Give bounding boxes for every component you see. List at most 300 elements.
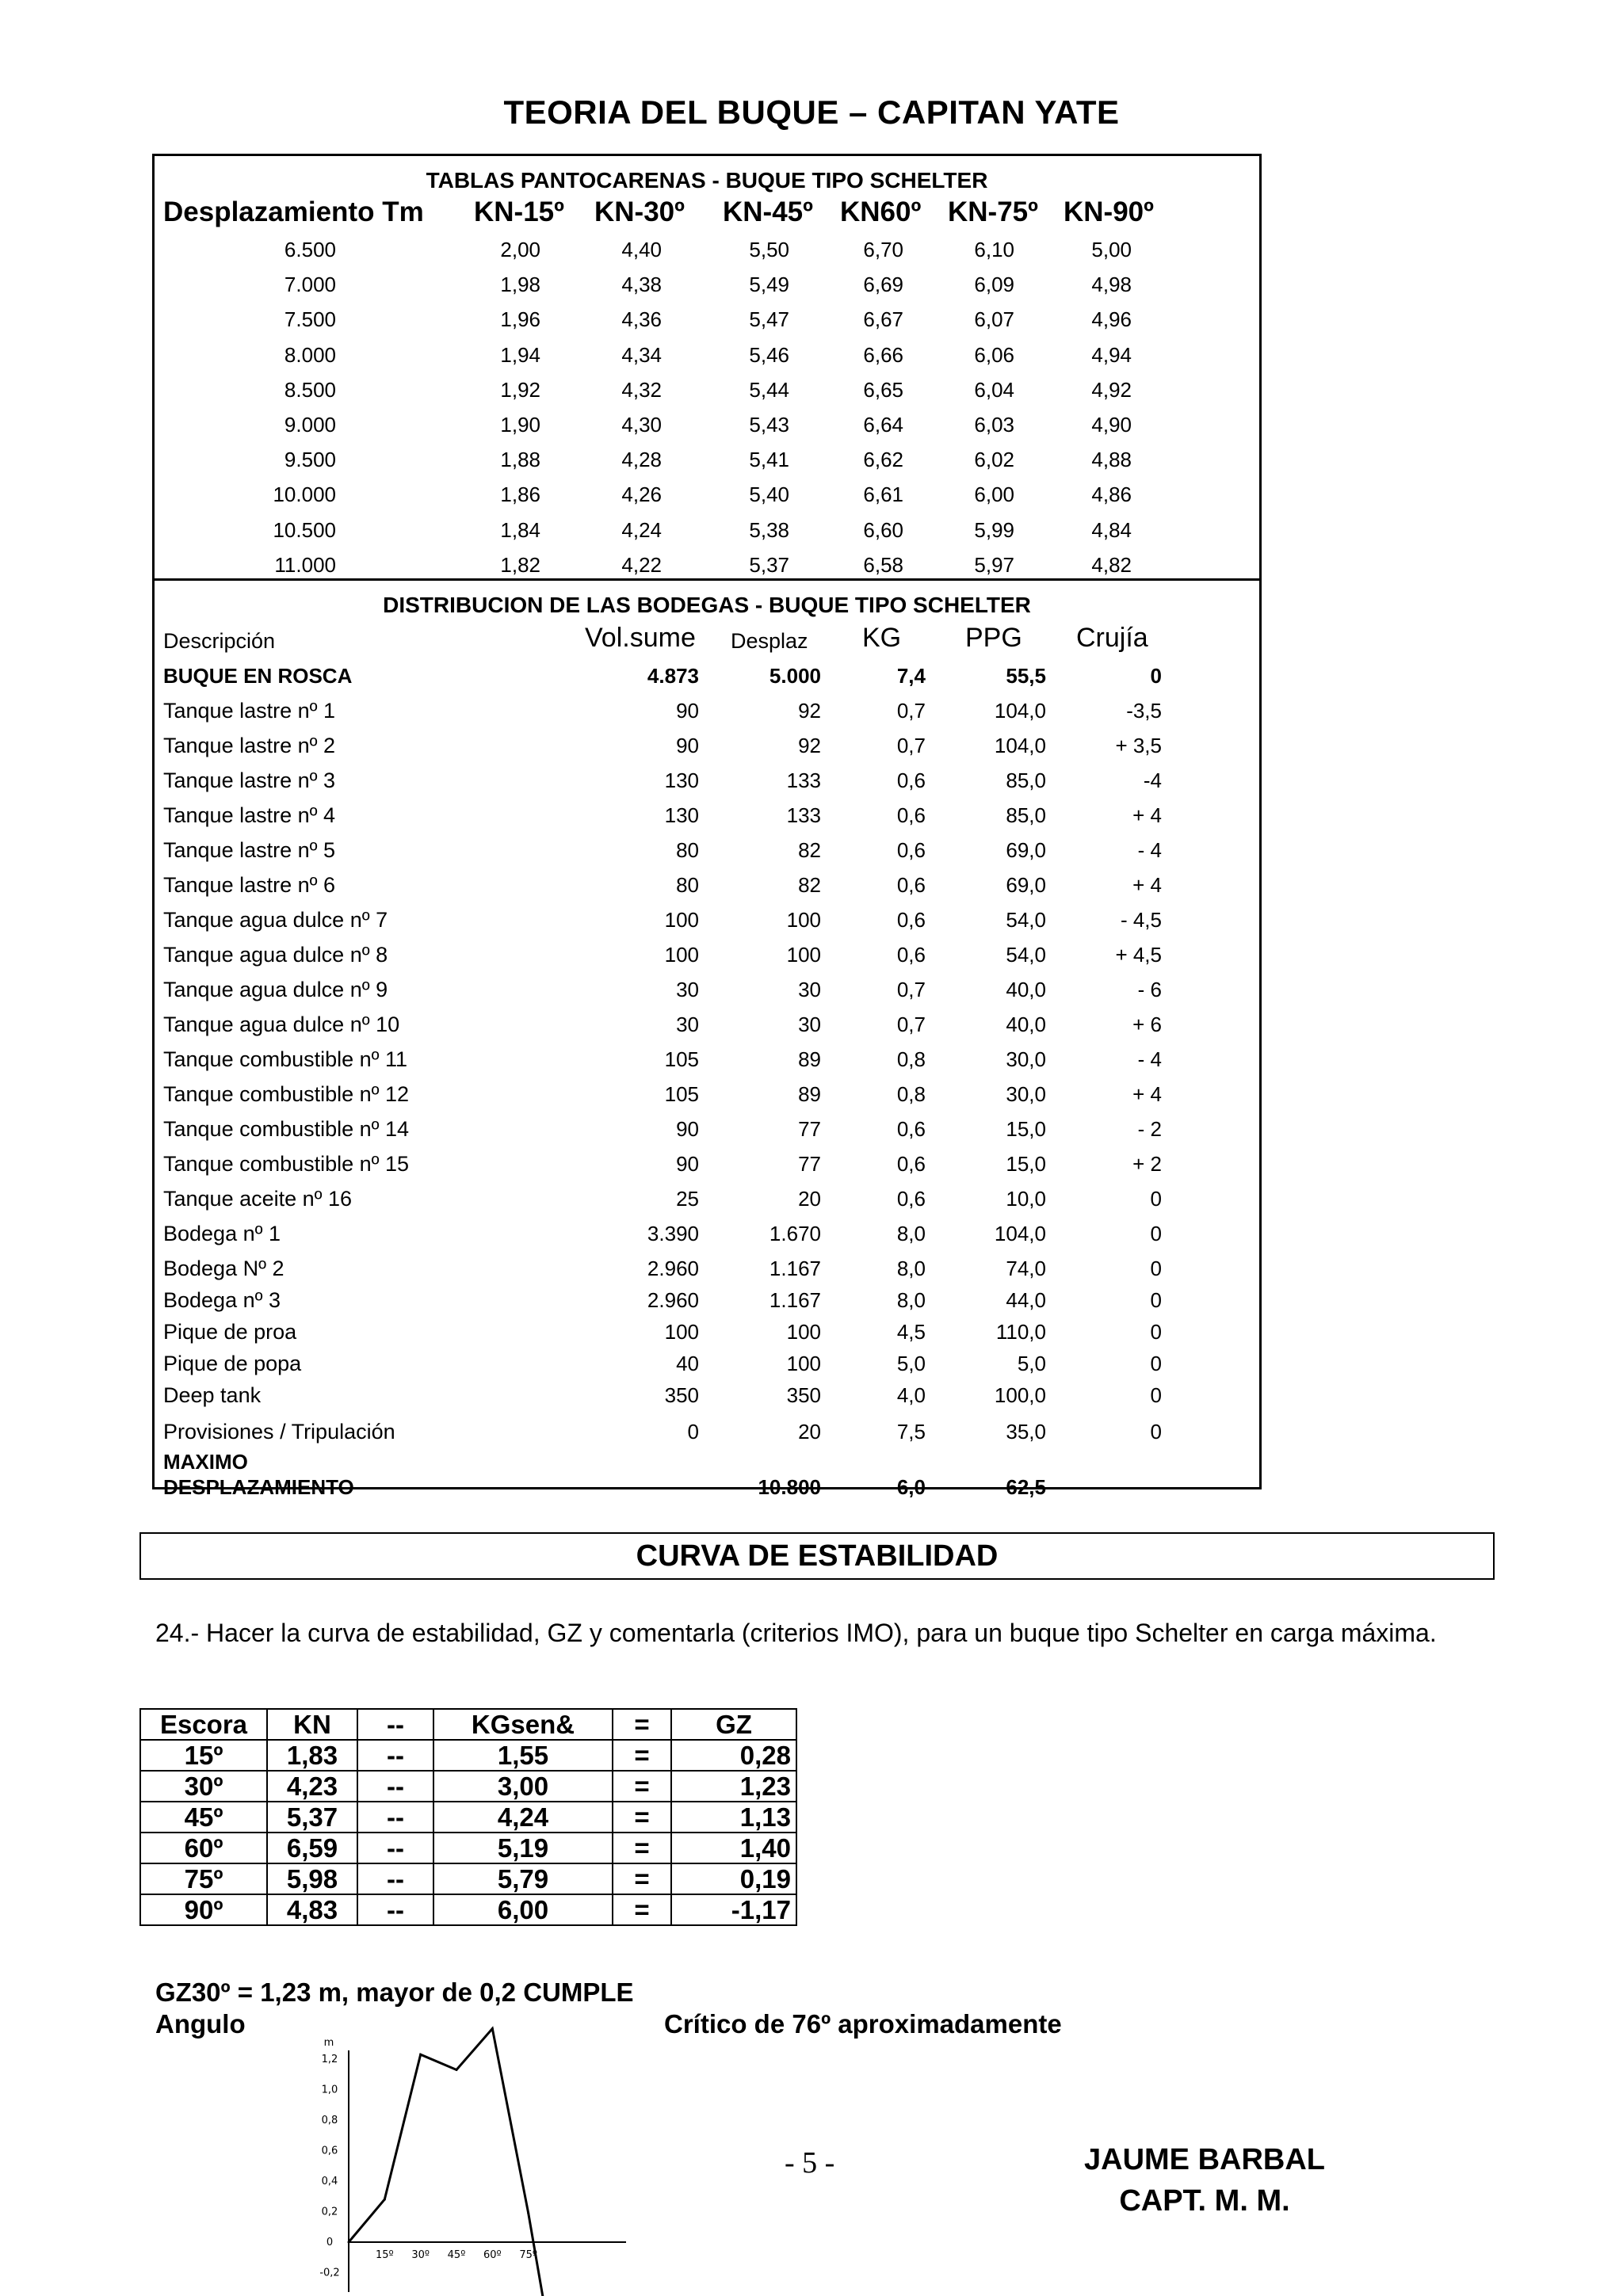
- kn-table-cell: 1,90: [500, 413, 540, 437]
- gz-table-cell: =: [613, 1833, 671, 1863]
- kn-table-cell: 6,07: [974, 307, 1014, 332]
- dist-table-cell: 7,5: [896, 1420, 926, 1444]
- gz-table-cell: 60º: [140, 1833, 267, 1863]
- dist-row-label: Bodega Nº 2: [163, 1257, 285, 1280]
- kn-table-cell: 10.000: [273, 482, 336, 507]
- kn-table-cell: 4,40: [621, 238, 662, 261]
- gz-table-cell: --: [357, 1833, 433, 1863]
- gz-table-cell: 1,13: [671, 1802, 796, 1833]
- dist-table-cell: 0,8: [896, 1082, 926, 1106]
- gz-table-cell: 1,40: [671, 1833, 796, 1863]
- y-tick-label: 0,8: [321, 2115, 338, 2126]
- kn-header-cell: KN-30º: [594, 196, 685, 227]
- gz-table-cell: 4,23: [267, 1771, 357, 1802]
- y-tick-label: 0: [326, 2237, 334, 2248]
- kn-table-cell: 4,38: [621, 273, 662, 297]
- author-title: CAPT. M. M.: [1119, 2184, 1290, 2218]
- dist-table-cell: 7,4: [896, 664, 926, 688]
- dist-table-cell: 15,0: [1006, 1152, 1046, 1176]
- gz-data-point: [384, 2199, 386, 2201]
- y-tick-label: 0,6: [321, 2145, 338, 2157]
- dist-row-label: Tanque lastre nº 6: [163, 873, 336, 897]
- dist-table-cell: 133: [786, 803, 821, 827]
- gz-data-point: [456, 2069, 458, 2071]
- dist-table-cell: 10,0: [1006, 1187, 1046, 1211]
- dist-row-label: Tanque lastre nº 2: [163, 734, 336, 757]
- gz-table-cell: --: [357, 1802, 433, 1833]
- kn-table-cell: 1,92: [500, 377, 540, 402]
- dist-table-cell: 74,0: [1006, 1257, 1046, 1280]
- dist-table-cell: 54,0: [1006, 943, 1046, 967]
- gz-table-row: [140, 1894, 796, 1925]
- kn-table-cell: 6,61: [863, 482, 903, 507]
- kn-table-cell: 6,62: [863, 448, 903, 472]
- kn-table-cell: 1,86: [500, 482, 540, 507]
- dist-table-cell: 0,8: [896, 1047, 926, 1071]
- kn-table-cell: 1,88: [500, 448, 540, 472]
- dist-header-cell: Crujía: [1076, 623, 1148, 653]
- dist-table-cell: 85,0: [1006, 769, 1046, 792]
- kn-table-cell: 5,97: [974, 552, 1014, 577]
- critico-label: Crítico de 76º aproximadamente: [664, 2009, 1062, 2039]
- gz-table-cell: 90º: [140, 1894, 267, 1925]
- dist-table-cell: + 3,5: [1115, 734, 1162, 757]
- kn-table-cell: 5,37: [749, 552, 789, 577]
- dist-row-label: Tanque agua dulce nº 7: [163, 908, 388, 932]
- y-tick-label: 0,2: [321, 2206, 338, 2218]
- kn-header-cell: KN-75º: [948, 196, 1038, 227]
- gz-table: [139, 1708, 797, 1926]
- kn-table-cell: 5,40: [749, 482, 789, 507]
- kn-table-cell: 8.500: [284, 377, 336, 402]
- dist-row-label: Tanque combustible nº 11: [163, 1047, 408, 1071]
- dist-table-cell: 20: [798, 1420, 821, 1444]
- dist-table-cell: 30,0: [1006, 1047, 1046, 1071]
- dist-table-cell: 90: [676, 699, 699, 723]
- dist-table-cell: 0: [1150, 1222, 1162, 1245]
- dist-table-cell: 54,0: [1006, 908, 1046, 932]
- kn-table-cell: 4,98: [1091, 273, 1132, 297]
- kn-table-title: TABLAS PANTOCARENAS - BUQUE TIPO SCHELTER: [426, 168, 988, 193]
- dist-table-cell: 5,0: [1017, 1352, 1046, 1375]
- dist-table-cell: + 4: [1132, 1082, 1162, 1106]
- dist-table-cell: 85,0: [1006, 803, 1046, 827]
- dist-table-cell: 0: [1150, 1383, 1162, 1407]
- y-tick-label: -0,2: [319, 2267, 340, 2279]
- dist-table-cell: 104,0: [994, 699, 1046, 723]
- dist-table-cell: 0,6: [896, 803, 926, 827]
- dist-table-cell: - 2: [1137, 1117, 1162, 1141]
- kn-table-cell: 6,65: [863, 377, 903, 402]
- kn-table-cell: 6,10: [974, 238, 1014, 261]
- total-kg: 6,0: [896, 1475, 926, 1499]
- gz-table-cell: 30º: [140, 1771, 267, 1802]
- gz-table-cell: KN: [267, 1709, 357, 1740]
- dist-table-cell: 0,6: [896, 1117, 926, 1141]
- kn-table-cell: 1,96: [500, 307, 540, 332]
- gz-table-cell: 15º: [140, 1740, 267, 1771]
- dist-table-cell: 1.167: [769, 1257, 821, 1280]
- kn-table-cell: 9.000: [284, 413, 336, 437]
- curva-section-title: CURVA DE ESTABILIDAD: [139, 1532, 1495, 1580]
- gz-table-cell: 3,00: [433, 1771, 613, 1802]
- dist-table-cell: 89: [798, 1047, 821, 1071]
- gz-table-cell: 4,24: [433, 1802, 613, 1833]
- dist-row-label: Tanque agua dulce nº 8: [163, 943, 388, 967]
- dist-table-cell: 0: [1150, 1288, 1162, 1312]
- kn-table-cell: 6,67: [863, 307, 903, 332]
- dist-table-cell: + 4: [1132, 873, 1162, 897]
- gz-table-cell: 1,55: [433, 1740, 613, 1771]
- dist-table-cell: + 4: [1132, 803, 1162, 827]
- dist-table-cell: 8,0: [896, 1222, 926, 1245]
- gz-table-cell: -1,17: [671, 1894, 796, 1925]
- dist-table-cell: 40,0: [1006, 978, 1046, 1001]
- dist-table-cell: 100: [786, 1320, 821, 1344]
- gz-table-row: [140, 1771, 796, 1802]
- dist-table-cell: 5,0: [896, 1352, 926, 1375]
- dist-table-cell: 130: [664, 803, 699, 827]
- dist-table-cell: 92: [798, 699, 821, 723]
- dist-table-cell: 130: [664, 769, 699, 792]
- gz-table-cell: 5,19: [433, 1833, 613, 1863]
- total-label: MAXIMO: [163, 1450, 248, 1474]
- dist-table-cell: 0: [1150, 1320, 1162, 1344]
- kn-table-cell: 4,84: [1091, 517, 1132, 542]
- gz-table-cell: GZ: [671, 1709, 796, 1740]
- dist-table-cell: 80: [676, 838, 699, 862]
- dist-table-cell: 8,0: [896, 1257, 926, 1280]
- gz-stability-chart: [301, 2019, 658, 2296]
- kn-table-cell: 4,26: [621, 482, 662, 507]
- dist-table-cell: 30,0: [1006, 1082, 1046, 1106]
- dist-table-cell: 0: [1150, 1187, 1162, 1211]
- kn-table-cell: 11.000: [274, 552, 336, 577]
- y-tick-label: 1,0: [321, 2084, 338, 2096]
- dist-row-label: Pique de proa: [163, 1320, 297, 1344]
- dist-table-cell: 0: [1150, 664, 1162, 688]
- gz-table-cell: =: [613, 1863, 671, 1894]
- kn-table-cell: 1,94: [500, 342, 540, 367]
- kn-table-cell: 5,41: [749, 448, 789, 472]
- dist-table-cell: 92: [798, 734, 821, 757]
- dist-table-cell: 0,6: [896, 1187, 926, 1211]
- dist-table-cell: 0: [687, 1420, 699, 1444]
- dist-row-label: Tanque lastre nº 4: [163, 803, 336, 827]
- dist-header-cell: Descripción: [163, 629, 276, 653]
- gz-data-point: [491, 2027, 494, 2030]
- gz-table-cell: 0,19: [671, 1863, 796, 1894]
- dist-table-cell: 82: [798, 873, 821, 897]
- kn-table-cell: 4,32: [621, 377, 662, 402]
- x-tick-label: 30º: [411, 2249, 430, 2261]
- dist-table-cell: 4.873: [647, 664, 699, 688]
- kn-table-cell: 6,06: [974, 342, 1014, 367]
- dist-table-cell: 100: [786, 943, 821, 967]
- total-desplaz: 10.800: [758, 1475, 821, 1499]
- dist-table-cell: 82: [798, 838, 821, 862]
- dist-table-cell: 15,0: [1006, 1117, 1046, 1141]
- dist-table-cell: 105: [664, 1082, 699, 1106]
- kn-table-cell: 6,60: [863, 517, 903, 542]
- dist-row-label: Deep tank: [163, 1383, 262, 1407]
- gz-table-cell: 5,37: [267, 1802, 357, 1833]
- dist-table-cell: 77: [798, 1152, 821, 1176]
- dist-header-cell: KG: [862, 623, 902, 653]
- kn-table-cell: 7.000: [284, 273, 336, 297]
- dist-table-cell: 5.000: [769, 664, 821, 688]
- dist-table-cell: -4: [1143, 769, 1162, 792]
- gz-table-cell: =: [613, 1802, 671, 1833]
- gz-table-cell: --: [357, 1709, 433, 1740]
- kn-table-cell: 4,94: [1091, 342, 1132, 367]
- gz-table-cell: 45º: [140, 1802, 267, 1833]
- dist-table-cell: 100: [664, 943, 699, 967]
- kn-table-cell: 6,66: [863, 342, 903, 367]
- kn-table-cell: 4,82: [1091, 552, 1132, 577]
- kn-table-cell: 1,84: [500, 517, 540, 542]
- dist-row-label: Tanque lastre nº 3: [163, 769, 336, 792]
- gz-table-cell: 4,83: [267, 1894, 357, 1925]
- dist-row-label: Tanque combustible nº 15: [163, 1152, 410, 1176]
- dist-table-cell: 90: [676, 1152, 699, 1176]
- dist-header-cell: PPG: [965, 623, 1022, 653]
- dist-row-label: Provisiones / Tripulación: [163, 1420, 395, 1444]
- dist-table-cell: 133: [786, 769, 821, 792]
- kn-table-cell: 4,30: [621, 413, 662, 437]
- kn-table-cell: 4,34: [621, 342, 662, 367]
- dist-header-cell: Vol.sume: [585, 623, 696, 653]
- kn-table-cell: 2,00: [500, 238, 540, 261]
- kn-table-cell: 4,86: [1091, 482, 1132, 507]
- dist-table-cell: 2.960: [647, 1288, 699, 1312]
- dist-table-cell: 20: [798, 1187, 821, 1211]
- dist-table-cell: + 4,5: [1115, 943, 1162, 967]
- kn-table-cell: 6,58: [863, 552, 903, 577]
- dist-table-cell: 104,0: [994, 1222, 1046, 1245]
- dist-table-cell: 100: [664, 908, 699, 932]
- gz-table-cell: =: [613, 1709, 671, 1740]
- gz-table-cell: =: [613, 1771, 671, 1802]
- kn-table-cell: 6,02: [974, 448, 1014, 472]
- gz-table-cell: 75º: [140, 1863, 267, 1894]
- kn-table-cell: 5,46: [749, 342, 789, 367]
- author-block: [1046, 2139, 1363, 2222]
- dist-row-label: Tanque agua dulce nº 9: [163, 978, 388, 1001]
- dist-table-cell: 100,0: [994, 1383, 1046, 1407]
- dist-row-label: Tanque agua dulce nº 10: [163, 1013, 400, 1036]
- dist-table-cell: 0: [1150, 1257, 1162, 1280]
- kn-table-cell: 6,09: [974, 273, 1014, 297]
- kn-header-cell: KN-45º: [723, 196, 813, 227]
- gz-table-cell: 6,00: [433, 1894, 613, 1925]
- dist-table-cell: 90: [676, 1117, 699, 1141]
- y-axis-unit-label: m: [323, 2037, 334, 2049]
- dist-table-cell: 44,0: [1006, 1288, 1046, 1312]
- x-tick-label: 15º: [375, 2249, 394, 2261]
- author-name: JAUME BARBAL: [1084, 2143, 1325, 2176]
- angulo-label: Angulo: [155, 2009, 246, 2039]
- gz-table-cell: --: [357, 1863, 433, 1894]
- dist-row-label: Tanque lastre nº 5: [163, 838, 336, 862]
- dist-row-label: Tanque aceite nº 16: [163, 1187, 353, 1211]
- dist-row-label: Bodega nº 3: [163, 1288, 281, 1312]
- dist-table-cell: 0: [1150, 1420, 1162, 1444]
- kn-table-cell: 5,99: [974, 517, 1014, 542]
- kn-table-cell: 4,22: [621, 552, 662, 577]
- kn-table-cell: 4,90: [1091, 413, 1132, 437]
- gz-table-cell: 5,98: [267, 1863, 357, 1894]
- kn-table-cell: 6,64: [863, 413, 903, 437]
- kn-table-cell: 8.000: [284, 342, 336, 367]
- kn-table-cell: 7.500: [284, 307, 336, 332]
- kn-table-cell: 4,36: [621, 307, 662, 332]
- gz-table-header: [140, 1709, 796, 1740]
- gz-table-row: [140, 1833, 796, 1863]
- tables-divider: [152, 578, 1262, 581]
- gz-data-point: [419, 2054, 422, 2056]
- gz-table-cell: 1,83: [267, 1740, 357, 1771]
- dist-table-cell: 104,0: [994, 734, 1046, 757]
- gz-table-row: [140, 1863, 796, 1894]
- kn-table-cell: 5,47: [749, 307, 789, 332]
- dist-row-label: BUQUE EN ROSCA: [163, 664, 353, 688]
- kn-table-cell: 4,88: [1091, 448, 1132, 472]
- gz-table-cell: 6,59: [267, 1833, 357, 1863]
- dist-row-label: Tanque combustible nº 12: [163, 1082, 410, 1106]
- page-number: - 5 -: [785, 2146, 835, 2180]
- dist-table-cell: 100: [786, 908, 821, 932]
- dist-table-cell: - 4,5: [1120, 908, 1162, 932]
- dist-table-cell: 1.670: [769, 1222, 821, 1245]
- kn-table-cell: 5,43: [749, 413, 789, 437]
- kn-table-cell: 4,92: [1091, 377, 1132, 402]
- dist-table-cell: 69,0: [1006, 873, 1046, 897]
- dist-table-cell: 4,5: [896, 1320, 926, 1344]
- kn-table-cell: 5,49: [749, 273, 789, 297]
- dist-table-cell: 25: [676, 1187, 699, 1211]
- kn-table-cell: 4,24: [621, 517, 662, 542]
- kn-table-cell: 6.500: [284, 238, 336, 261]
- dist-table-title: DISTRIBUCION DE LAS BODEGAS - BUQUE TIPO SCHELTER: [383, 593, 1031, 617]
- gz-table-cell: 0,28: [671, 1740, 796, 1771]
- dist-table-cell: 0,7: [896, 699, 926, 723]
- kn-table-cell: 9.500: [284, 448, 336, 472]
- gz-table-cell: 1,23: [671, 1771, 796, 1802]
- dist-table-cell: + 2: [1132, 1152, 1162, 1176]
- x-tick-label: 60º: [483, 2249, 502, 2261]
- kn-header-cell: Desplazamiento Tm: [163, 196, 424, 227]
- dist-table-cell: 0,7: [896, 978, 926, 1001]
- dist-row-label: Pique de popa: [163, 1352, 302, 1375]
- dist-table-cell: 0,6: [896, 1152, 926, 1176]
- dist-table-cell: 35,0: [1006, 1420, 1046, 1444]
- kn-table-cell: 5,44: [749, 377, 789, 402]
- dist-table-cell: 69,0: [1006, 838, 1046, 862]
- kn-header-cell: KN60º: [840, 196, 922, 227]
- dist-table-cell: 350: [786, 1383, 821, 1407]
- dist-table-cell: 4,0: [896, 1383, 926, 1407]
- dist-table-cell: 0,6: [896, 943, 926, 967]
- kn-table-cell: 1,98: [500, 273, 540, 297]
- dist-table-cell: 77: [798, 1117, 821, 1141]
- dist-table-cell: 350: [664, 1383, 699, 1407]
- gz-table-cell: Escora: [140, 1709, 267, 1740]
- kn-table-cell: 6,04: [974, 377, 1014, 402]
- dist-table-cell: 55,5: [1006, 664, 1046, 688]
- gz-table-cell: --: [357, 1740, 433, 1771]
- gz-data-point: [527, 2212, 529, 2214]
- y-tick-label: 0,4: [321, 2176, 338, 2187]
- dist-table-cell: 30: [798, 1013, 821, 1036]
- gz-table-cell: 5,79: [433, 1863, 613, 1894]
- dist-table-cell: 90: [676, 734, 699, 757]
- dist-table-cell: + 6: [1132, 1013, 1162, 1036]
- dist-table-cell: 30: [676, 978, 699, 1001]
- gz-data-point: [348, 2241, 350, 2244]
- dist-row-label: Tanque combustible nº 14: [163, 1117, 410, 1141]
- dist-table-cell: 30: [676, 1013, 699, 1036]
- dist-row-label: Bodega nº 1: [163, 1222, 281, 1245]
- dist-table-cell: 0,7: [896, 1013, 926, 1036]
- dist-table-cell: 40,0: [1006, 1013, 1046, 1036]
- gz-table-row: [140, 1802, 796, 1833]
- total-ppg: 62,5: [1006, 1475, 1046, 1499]
- dist-table-cell: 110,0: [995, 1320, 1046, 1344]
- x-tick-label: 75º: [519, 2249, 538, 2261]
- dist-table-cell: 2.960: [647, 1257, 699, 1280]
- kn-table-cell: 5,38: [749, 517, 789, 542]
- dist-table-cell: - 4: [1137, 1047, 1162, 1071]
- dist-table-cell: 80: [676, 873, 699, 897]
- kn-table-cell: 6,70: [863, 238, 903, 261]
- gz-table-cell: =: [613, 1740, 671, 1771]
- dist-table-cell: 89: [798, 1082, 821, 1106]
- gz-table-cell: --: [357, 1771, 433, 1802]
- dist-table-cell: -3,5: [1126, 699, 1162, 723]
- dist-table-cell: 3.390: [647, 1222, 699, 1245]
- dist-table-cell: 0,6: [896, 873, 926, 897]
- dist-table-cell: 100: [664, 1320, 699, 1344]
- gz-table-cell: --: [357, 1894, 433, 1925]
- y-tick-label: 1,2: [321, 2054, 338, 2065]
- dist-table-cell: - 4: [1137, 838, 1162, 862]
- dist-table-cell: 0: [1150, 1352, 1162, 1375]
- dist-table-cell: 100: [786, 1352, 821, 1375]
- dist-table-cell: 8,0: [896, 1288, 926, 1312]
- kn-header-cell: KN-90º: [1064, 196, 1154, 227]
- kn-table-cell: 6,03: [974, 413, 1014, 437]
- dist-table-cell: 0,7: [896, 734, 926, 757]
- kn-table-cell: 4,28: [621, 448, 662, 472]
- kn-table-cell: 10.500: [273, 517, 336, 542]
- dist-row-label: Tanque lastre nº 1: [163, 699, 336, 723]
- kn-table-cell: 5,00: [1091, 238, 1132, 261]
- dist-table-cell: - 6: [1137, 978, 1162, 1001]
- page-title: TEORIA DEL BUQUE – CAPITAN YATE: [503, 93, 1120, 131]
- x-tick-label: 45º: [447, 2249, 466, 2261]
- gz-table-row: [140, 1740, 796, 1771]
- dist-table-cell: 0,6: [896, 908, 926, 932]
- dist-table-cell: 0,6: [896, 838, 926, 862]
- kn-table-cell: 6,00: [974, 482, 1014, 507]
- dist-table-cell: 1.167: [769, 1288, 821, 1312]
- dist-table-cell: 105: [664, 1047, 699, 1071]
- gz-table-cell: KGsen&: [433, 1709, 613, 1740]
- gz30-statement: GZ30º = 1,23 m, mayor de 0,2 CUMPLE: [155, 1978, 634, 2007]
- dist-table-cell: 40: [676, 1352, 699, 1375]
- gz-table-cell: =: [613, 1894, 671, 1925]
